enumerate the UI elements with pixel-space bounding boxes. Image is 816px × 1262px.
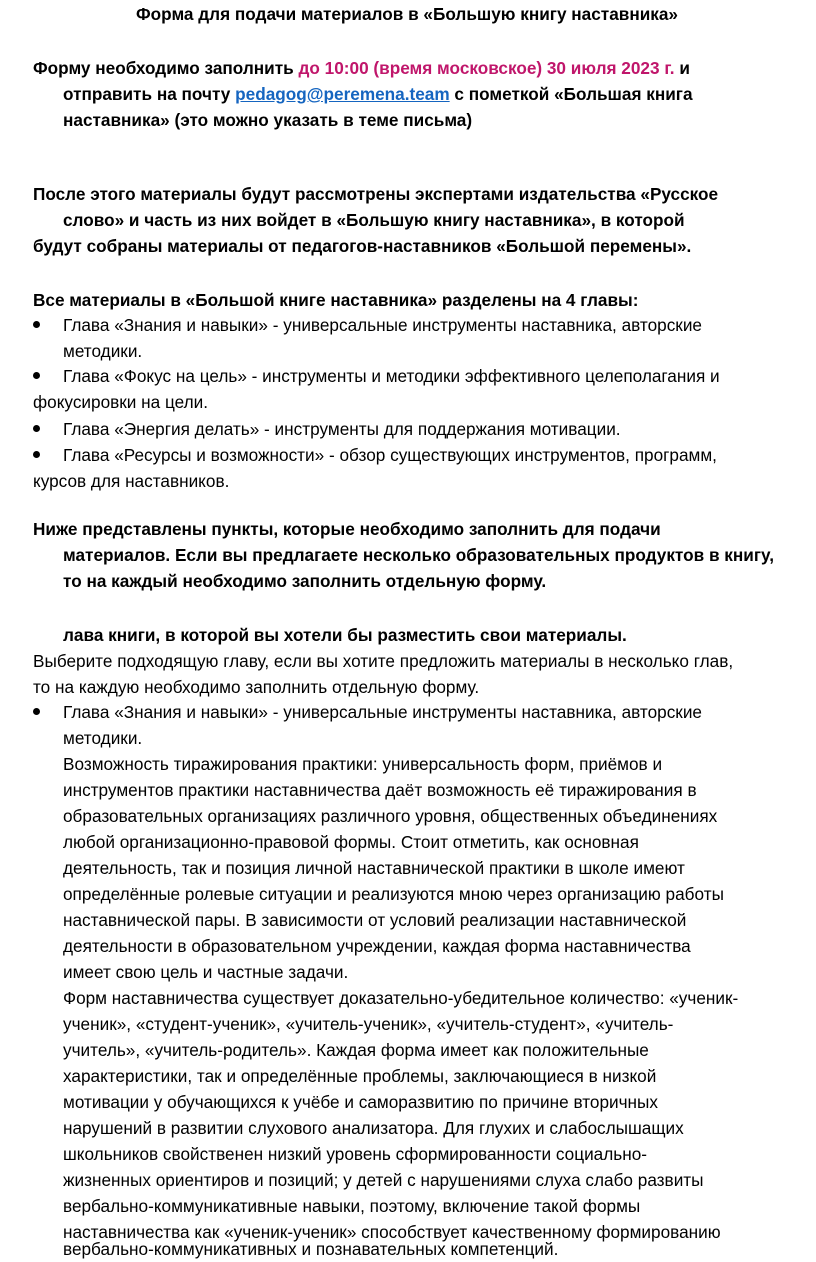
review-line-2: слово» и часть из них войдет в «Большую книгу наставника», в которой	[63, 210, 685, 230]
answer-p2-line: ученик», «студент-ученик», «учитель-ученик», «учитель-студент», «учитель-	[63, 1014, 674, 1034]
chapter-3-line-1: Глава «Энергия делать» - инструменты для поддержания мотивации.	[63, 419, 621, 439]
bullet-icon	[33, 425, 40, 432]
chapter-4-line-2: курсов для наставников.	[33, 471, 230, 491]
answer-p1-line: имеет свою цель и частные задачи.	[63, 962, 349, 982]
answer-p2-line: мотивации у обучающихся к учёбе и саморазвитию по причине вторичных	[63, 1092, 658, 1112]
answer-p1-line: инструментов практики наставничества даёт возможность её тиражирования в	[63, 780, 697, 800]
answer-p1-line: деятельности в образовательном учреждении, каждая форма наставничества	[63, 936, 691, 956]
answer-p2-line: характеристики, так и определённые проблемы, заключающиеся в низкой	[63, 1066, 657, 1086]
review-line-1: После этого материалы будут рассмотрены экспертами издательства «Русское	[33, 184, 719, 204]
deadline-send-text: отправить на почту	[63, 84, 231, 104]
bullet-icon	[33, 321, 40, 328]
bullet-icon	[33, 708, 40, 715]
answer-p1-line: деятельность, так и позиция личной наставнической практики в школе имеют	[63, 858, 685, 878]
answer-p2-line: Форм наставничества существует доказательно-убедительное количество: «ученик-	[63, 988, 739, 1008]
review-line-3: будут собраны материалы от педагогов-наставников «Большой перемены».	[33, 236, 692, 256]
question-hint-line-1: Выберите подходящую главу, если вы хотите предложить материалы в несколько глав,	[33, 651, 734, 671]
document-title: Форма для подачи материалов в «Большую книгу наставника»	[136, 4, 678, 24]
question-heading: лава книги, в которой вы хотели бы разместить свои материалы.	[63, 625, 627, 645]
instructions-line-3: то на каждый необходимо заполнить отдельную форму.	[63, 571, 547, 591]
chapter-2-line-2: фокусировки на цели.	[33, 392, 209, 412]
answer-p2-line: вербально-коммуникативных и познавательных компетенций.	[63, 1239, 559, 1259]
deadline-line-2	[63, 81, 693, 107]
email-link[interactable]: pedagog@peremena.team	[235, 84, 450, 104]
question-hint-line-2: то на каждую необходимо заполнить отдельную форму.	[33, 677, 480, 697]
chapters-heading: Все материалы в «Большой книге наставника» разделены на 4 главы:	[33, 290, 639, 310]
answer-p2-line: учитель», «учитель-родитель». Каждая форма имеет как положительные	[63, 1040, 649, 1060]
bullet-icon	[33, 372, 40, 379]
answer-p1-line: любой организационно-правовой формы. Стоит отметить, как основная	[63, 832, 639, 852]
instructions-line-2: материалов. Если вы предлагаете несколько образовательных продуктов в книгу,	[63, 545, 775, 565]
deadline-prefix: Форму необходимо заполнить	[33, 58, 294, 78]
answer-p1-line: Возможность тиражирования практики: универсальность форм, приёмов и	[63, 754, 663, 774]
instructions-line-1: Ниже представлены пункты, которые необходимо заполнить для подачи	[33, 519, 661, 539]
chapter-1-line-1: Глава «Знания и навыки» - универсальные инструменты наставника, авторские	[63, 315, 702, 335]
bullet-icon	[33, 451, 40, 458]
answer-p1-line: определённые ролевые ситуации и реализуются мною через организацию работы	[63, 884, 724, 904]
answer-p1-line: образовательных организациях различного уровня, общественных объединениях	[63, 806, 718, 826]
answer-p2-line: жизненных ориентиров и позиций; у детей с нарушениями слуха слабо развиты	[63, 1170, 704, 1190]
answer-p2-line: наставничества как «ученик-ученик» способствует качественному формированию	[63, 1222, 721, 1242]
chapter-4-line-1: Глава «Ресурсы и возможности» - обзор существующих инструментов, программ,	[63, 445, 717, 465]
deadline-highlight: до 10:00 (время московское) 30 июля 2023 г.	[298, 58, 675, 78]
answer-p2-line: нарушений в развитии слухового анализатора. Для глухих и слабослышащих	[63, 1118, 684, 1138]
deadline-suffix: и	[679, 58, 690, 78]
chapter-2-line-1: Глава «Фокус на цель» - инструменты и методики эффективного целеполагания и	[63, 366, 720, 386]
chapter-1-line-2: методики.	[63, 341, 143, 361]
deadline-line-1	[33, 55, 690, 81]
answer-p2-line: вербально-коммуникативные навыки, поэтому, включение такой формы	[63, 1196, 641, 1216]
answer-p2-line: школьников свойственен низкий уровень сформированности социально-	[63, 1144, 647, 1164]
deadline-line-3: наставника» (это можно указать в теме письма)	[63, 110, 473, 130]
answer-chapter-line-2: методики.	[63, 728, 143, 748]
answer-p1-line: наставнической пары. В зависимости от условий реализации наставнической	[63, 910, 687, 930]
answer-chapter-line-1: Глава «Знания и навыки» - универсальные инструменты наставника, авторские	[63, 702, 702, 722]
deadline-note-text: с пометкой «Большая книга	[454, 84, 693, 104]
